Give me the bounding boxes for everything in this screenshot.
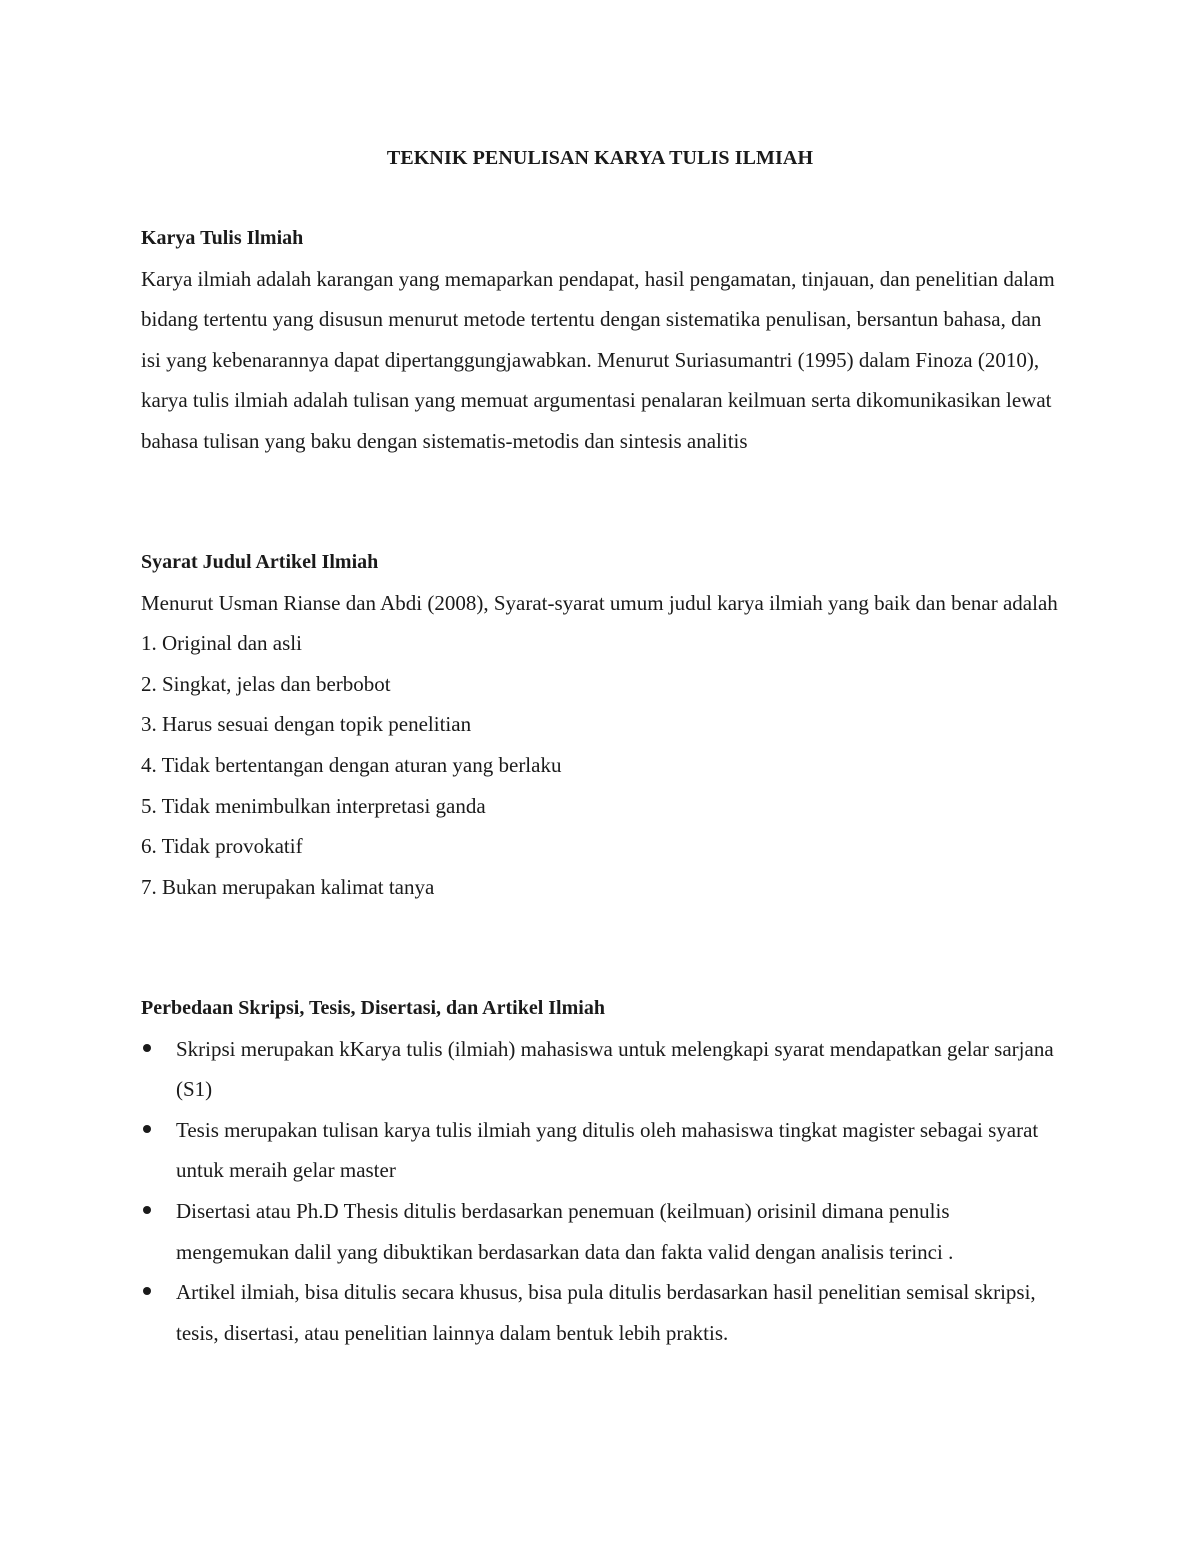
list-item: 3. Harus sesuai dengan topik penelitian	[141, 712, 472, 737]
section-heading-karya: Karya Tulis Ilmiah	[141, 227, 304, 249]
bullet-list-item	[141, 1029, 1061, 1110]
bullet-icon	[143, 1044, 151, 1052]
bullet-list-item	[141, 1191, 1061, 1272]
section-intro-syarat: Menurut Usman Rianse dan Abdi (2008), Syarat-syarat umum judul karya ilmiah yang baik dan benar adalah	[141, 590, 1058, 615]
bullet-icon	[143, 1125, 151, 1133]
document-title: TEKNIK PENULISAN KARYA TULIS ILMIAH	[386, 147, 814, 169]
list-item: 7. Bukan merupakan kalimat tanya	[141, 874, 435, 899]
section-heading-syarat: Syarat Judul Artikel Ilmiah	[141, 551, 379, 573]
section-perbedaan	[141, 988, 1061, 1353]
bullet-item-text: Tesis merupakan tulisan karya tulis ilmiah yang ditulis oleh mahasiswa tingkat magister sebagai syarat untuk meraih gelar master	[176, 1117, 1039, 1183]
section-karya-tulis-ilmiah	[141, 218, 1061, 462]
list-item: 2. Singkat, jelas dan berbobot	[141, 671, 391, 696]
section-syarat-judul	[141, 542, 1061, 907]
list-item: 4. Tidak bertentangan dengan aturan yang berlaku	[141, 752, 562, 777]
bullet-icon	[143, 1206, 151, 1214]
bullet-list	[141, 1029, 1061, 1354]
bullet-item-text: Disertasi atau Ph.D Thesis ditulis berdasarkan penemuan (keilmuan) orisinil dimana penulis mengemukan dalil yang dibuktikan berdasarkan data dan fakta valid dengan analisis terinci .	[176, 1198, 954, 1264]
bullet-icon	[143, 1287, 151, 1295]
numbered-list	[141, 623, 1061, 907]
section-heading-perbedaan: Perbedaan Skripsi, Tesis, Disertasi, dan Artikel Ilmiah	[141, 997, 605, 1019]
list-item: 1. Original dan asli	[141, 631, 302, 656]
list-item: 5. Tidak menimbulkan interpretasi ganda	[141, 793, 486, 818]
bullet-list-item	[141, 1272, 1061, 1353]
bullet-item-text: Artikel ilmiah, bisa ditulis secara khusus, bisa pula ditulis berdasarkan hasil penelitian semisal skripsi, tesis, disertasi, atau penelitian lainnya dalam bentuk lebih praktis.	[176, 1280, 1036, 1345]
section-paragraph-karya: Karya ilmiah adalah karangan yang memaparkan pendapat, hasil pengamatan, tinjauan, dan penelitian dalam bidang tertentu yang disusun menurut metode tertentu dengan sistematika penulisan, bersantun bahasa, dan isi yang kebenarannya dapat dipertanggungjawabkan. Menurut Suriasumantri (1995) dalam Finoza (2010), karya tulis ilmiah adalah tulisan yang memuat argumentasi penalaran keilmuan serta dikomunikasikan lewat bahasa tulisan yang baku dengan sistematis-metodis dan sintesis analitis	[141, 266, 1055, 453]
list-item: 6. Tidak provokatif	[141, 834, 303, 859]
bullet-item-text: Skripsi merupakan kKarya tulis (ilmiah) mahasiswa untuk melengkapi syarat mendapatkan gelar sarjana (S1)	[176, 1036, 1054, 1102]
bullet-list-item	[141, 1110, 1061, 1191]
